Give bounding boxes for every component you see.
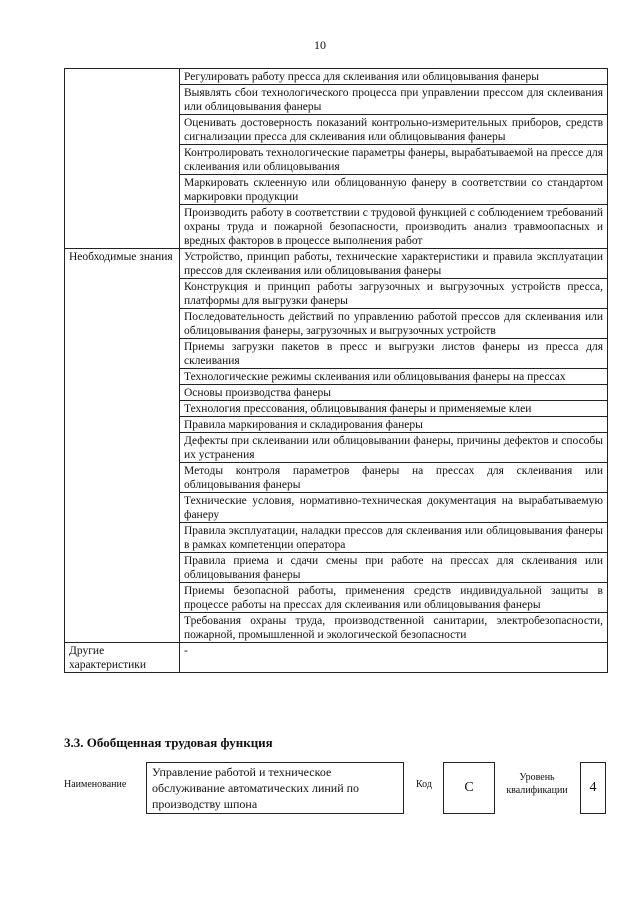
- table-cell-item: Основы производства фанеры: [180, 385, 608, 401]
- section-title: 3.3. Обобщенная трудовая функция: [64, 735, 273, 750]
- table-cell-item: Технические условия, нормативно-техническая документация на вырабатываемую фанеру: [180, 493, 608, 523]
- table-body: [65, 69, 608, 673]
- row-group-label: [65, 69, 180, 249]
- table-cell-item: Требования охраны труда, производственной санитарии, электробезопасности, пожарной, промышленной и экологической безопасности: [180, 613, 608, 643]
- row-group-label: Другие характеристики: [65, 643, 180, 673]
- table-cell-item: Регулировать работу пресса для склеивания или облицовывания фанеры: [180, 69, 608, 85]
- other-characteristics-row: [65, 643, 608, 673]
- table-cell-item: Правила маркирования и складирования фанеры: [180, 417, 608, 433]
- name-value: Управление работой и техническое обслуживание автоматических линий по производству шпона: [146, 762, 404, 814]
- table-cell-item: Оценивать достоверность показаний контрольно-измерительных приборов, средств сигнализации пресса для склеивания или облицовывания фанеры: [180, 115, 608, 145]
- table-cell-item: Технологические режимы склеивания или облицовывания фанеры на прессах: [180, 369, 608, 385]
- name-label: Наименование: [64, 779, 127, 790]
- table-cell-item: -: [180, 643, 608, 673]
- table-cell-item: Производить работу в соответствии с трудовой функцией с соблюдением требований охраны труда и пожарной безопасности, производить анализ травмоопасных и вредных факторов в процессе выполнения работ: [180, 205, 608, 249]
- table-cell-item: Приемы загрузки пакетов в пресс и выгрузки листов фанеры из пресса для склеивания: [180, 339, 608, 369]
- qualification-level-label: Уровень квалификации: [506, 772, 568, 796]
- table-cell-item: Дефекты при склеивании или облицовывании фанеры, причины дефектов и способы их устранения: [180, 433, 608, 463]
- skills-row: [65, 69, 608, 85]
- table-cell-item: Правила приема и сдачи смены при работе на прессах для склеивания или облицовывания фанеры: [180, 553, 608, 583]
- table-cell-item: Приемы безопасной работы, применения средств индивидуальной защиты в процессе работы на прессах для склеивания или облицовывания фанеры: [180, 583, 608, 613]
- table-cell-item: Методы контроля параметров фанеры на прессах для склеивания или облицовывания фанеры: [180, 463, 608, 493]
- table-cell-item: Последовательность действий по управлению работой прессов для склеивания или облицовывания фанеры, загрузочных и выгрузочных устройств: [180, 309, 608, 339]
- generalized-function-row: [64, 762, 608, 822]
- row-group-label: Необходимые знания: [65, 249, 180, 643]
- table-cell-item: Устройство, принцип работы, технические характеристики и правила эксплуатации прессов для склеивания или облицовывания фанеры: [180, 249, 608, 279]
- page-number: 10: [314, 38, 326, 52]
- table-cell-item: Правила эксплуатации, наладки прессов для склеивания или облицовывания фанеры в рамках компетенции оператора: [180, 523, 608, 553]
- code-value: C: [443, 762, 495, 814]
- labor-function-table: [64, 68, 608, 673]
- table-cell-item: Технология прессования, облицовывания фанеры и применяемые клеи: [180, 401, 608, 417]
- code-label: Код: [416, 779, 432, 790]
- table-cell-item: Конструкция и принцип работы загрузочных и выгрузочных устройств пресса, платформы для выгрузки фанеры: [180, 279, 608, 309]
- table-cell-item: Выявлять сбои технологического процесса при управлении прессом для склеивания или облицовывания фанеры: [180, 85, 608, 115]
- table-cell-item: Маркировать склеенную или облицованную фанеру в соответствии со стандартом маркировки продукции: [180, 175, 608, 205]
- knowledge-row: [65, 249, 608, 279]
- table-cell-item: Контролировать технологические параметры фанеры, вырабатываемой на прессе для склеивания или облицовывания: [180, 145, 608, 175]
- qualification-level-value: 4: [580, 762, 606, 814]
